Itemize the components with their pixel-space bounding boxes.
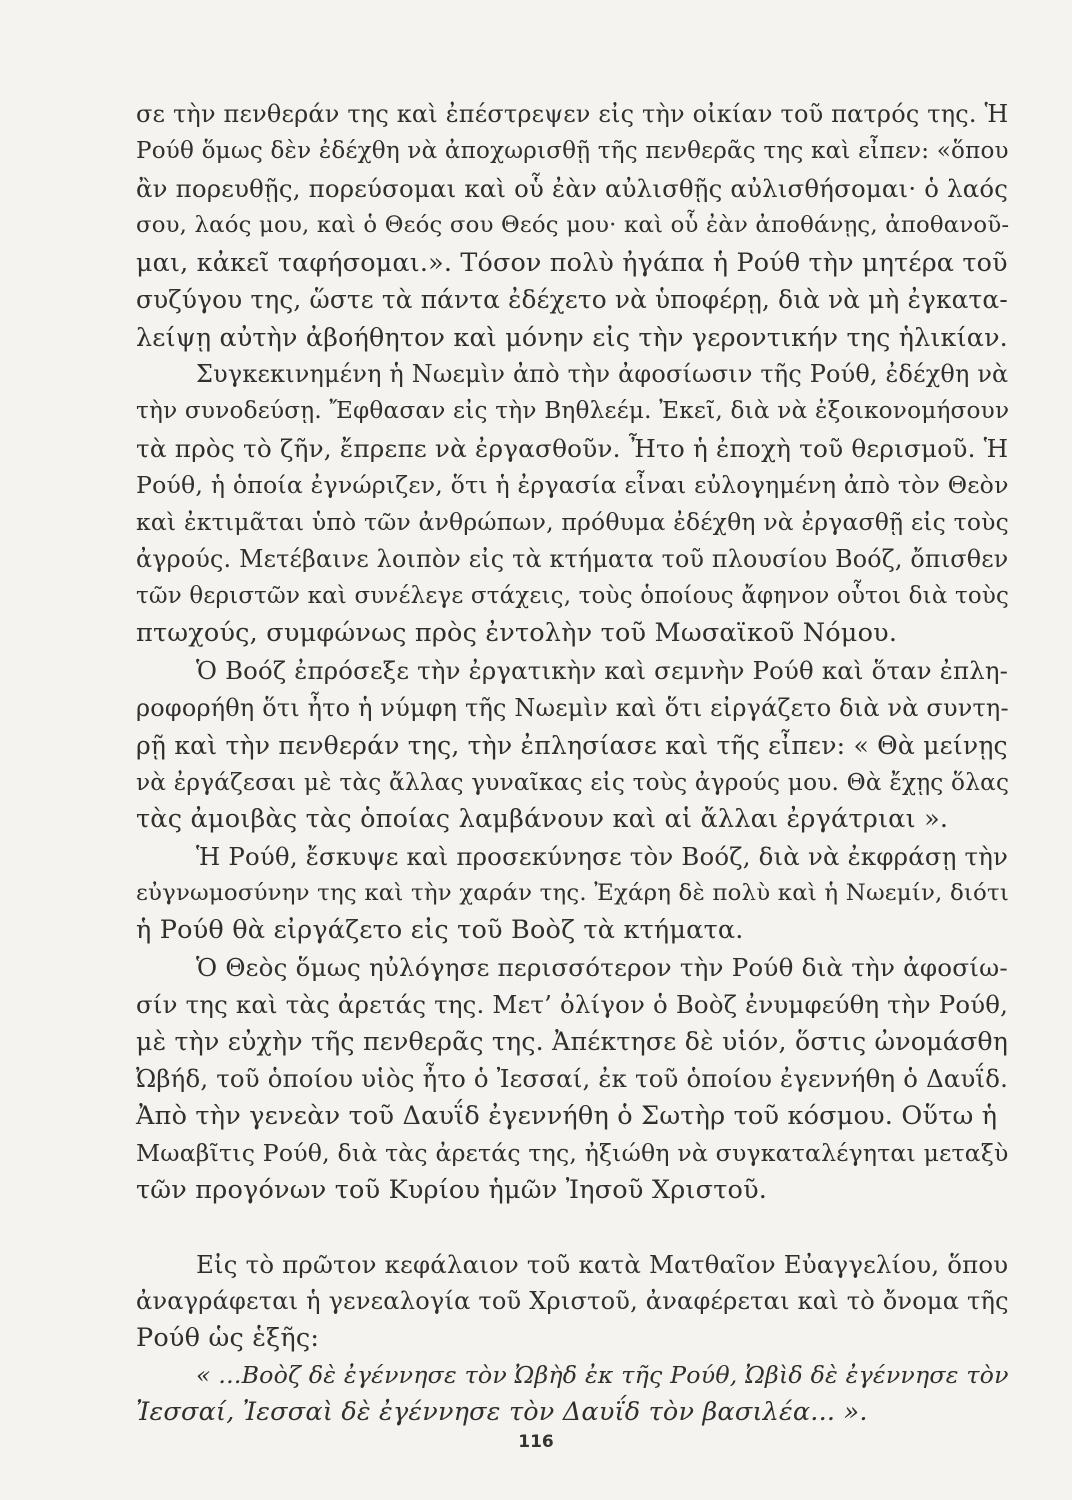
text-line: τῶν θεριστῶν καὶ συνέλεγε στάχεις, τοὺς ὁποίους ἄφηνον οὗτοι διὰ τοὺς (136, 583, 1010, 610)
text-line: λείψῃ αὐτὴν ἀβοήθητον καὶ μόνην εἰς τὴν γεροντικήν της ἡλικίαν. (136, 321, 1008, 352)
text-line: συζύγου της, ὥστε τὰ πάντα ἐδέχετο νὰ ὑποφέρῃ, διὰ νὰ μὴ ἐγκατα- (136, 285, 1008, 315)
paragraph (136, 652, 1008, 837)
text-line: ἡ Ρούθ θὰ εἰργάζετο εἰς τοῦ Βοὸζ τὰ κτήματα. (136, 915, 744, 946)
page-body (136, 96, 1008, 1431)
paragraph (136, 949, 1008, 1209)
text-line: μαι, κἀκεῖ ταφήσομαι.». Τόσον πολὺ ἠγάπα ἡ Ρούθ τὴν μητέρα τοῦ (136, 247, 1008, 278)
paragraph (136, 96, 1008, 356)
text-line: Ἡ Ρούθ, ἔσκυψε καὶ προσεκύνησε τὸν Βοόζ, διὰ νὰ ἐκφράσῃ τὴν (196, 841, 1009, 871)
text-line: ἂν πορευθῇς, πορεύσομαι καὶ οὗ ἐὰν αὐλισθῇς αὐλισθήσομαι· ὁ λαός (136, 174, 1009, 204)
paragraph (136, 1246, 1008, 1357)
text-line: τῶν προγόνων τοῦ Κυρίου ἡμῶν Ἰησοῦ Χριστοῦ. (136, 1174, 768, 1205)
text-line: τὴν συνοδεύσῃ. Ἔφθασαν εἰς τὴν Βηθλεέμ. Ἐκεῖ, διὰ νὰ ἐξοικονομήσουν (136, 397, 1010, 424)
scripture-quote (136, 1357, 1008, 1431)
text-line: Μωαβῖτις Ρούθ, διὰ τὰς ἀρετάς της, ἠξιώθη νὰ συγκαταλέγηται μεταξὺ (136, 1138, 1009, 1167)
text-line: ἀναγράφεται ἡ γενεαλογία τοῦ Χριστοῦ, ἀναφέρεται καὶ τὸ ὄνομα τῆς (136, 1286, 1009, 1315)
text-line: Εἰς τὸ πρῶτον κεφάλαιον τοῦ κατὰ Ματθαῖον Εὐαγγελίου, ὅπου (196, 1249, 1009, 1279)
text-line: σίν της καὶ τὰς ἀρετάς της. Μετ’ ὀλίγον ὁ Βοὸζ ἐνυμφεύθη τὴν Ρούθ, (136, 990, 1009, 1020)
text-line: Συγκεκινημένη ἡ Νωεμὶν ἀπὸ τὴν ἀφοσίωσιν τῆς Ρούθ, ἐδέχθη νὰ (196, 359, 1009, 388)
text-line: πτωχούς, συμφώνως πρὸς ἐντολὴν τοῦ Μωσαϊκοῦ Νόμου. (136, 618, 898, 649)
text-line: Ὁ Θεὸς ὅμως ηὐλόγησε περισσότερον τὴν Ρούθ διὰ τὴν ἀφοσίω- (196, 953, 1008, 983)
quote-line: « ...Βοὸζ δὲ ἐγέννησε τὸν Ὠβὴδ ἐκ τῆς Ρούθ, Ὠβὶδ δὲ ἐγέννησε τὸν (196, 1361, 1009, 1390)
paragraph-gap (136, 1209, 1008, 1246)
text-line: νὰ ἐργάζεσαι μὲ τὰς ἄλλας γυναῖκας εἰς τοὺς ἀγρούς μου. Θὰ ἔχῃς ὅλας (136, 768, 1010, 796)
text-line: Ἀπὸ τὴν γενεὰν τοῦ Δαυΐδ ἐγεννήθη ὁ Σωτὴρ τοῦ κόσμου. Οὕτω ἡ (136, 1100, 998, 1131)
text-line: Ὁ Βοόζ ἐπρόσεξε τὴν ἐργατικὴν καὶ σεμνὴν Ρούθ καὶ ὅταν ἐπλη- (196, 656, 1009, 686)
text-line: τὰς ἀμοιβὰς τὰς ὁποίας λαμβάνουν καὶ αἱ ἄλλαι ἐργάτριαι ». (136, 803, 949, 834)
text-line: εὐγνωμοσύνην της καὶ τὴν χαράν της. Ἐχάρη δὲ πολὺ καὶ ἡ Νωεμίν, διότι (136, 879, 1009, 906)
text-line: Ρούθ ὅμως δὲν ἐδέχθη νὰ ἀποχωρισθῇ τῆς πενθερᾶς της καὶ εἶπεν: «ὅπου (136, 138, 1009, 165)
paragraph (136, 838, 1008, 949)
text-line: τὰ πρὸς τὸ ζῆν, ἔπρεπε νὰ ἐργασθοῦν. Ἦτο ἡ ἐποχὴ τοῦ θερισμοῦ. Ἡ (136, 433, 1009, 463)
text-line: Ρούθ, ἡ ὁποία ἐγνώριζεν, ὅτι ἡ ἐργασία εἶναι εὐλογημένη ἀπὸ τὸν Θεὸν (136, 470, 1009, 499)
page-number: 116 (518, 1432, 554, 1452)
text-line: ροφορήθη ὅτι ἦτο ἡ νύμφη τῆς Νωεμὶν καὶ ὅτι εἰργάζετο διὰ νὰ συντη- (136, 693, 1009, 722)
paragraph (136, 356, 1008, 653)
quote-line: Ἰεσσαί, Ἰεσσαὶ δὲ ἐγέννησε τὸν Δαυΐδ τὸν βασιλέα... ». (136, 1397, 868, 1428)
text-line: Ὠβήδ, τοῦ ὁποίου υἱὸς ἦτο ὁ Ἰεσσαί, ἐκ τοῦ ὁποίου ἐγεννήθη ὁ Δαυΐδ. (136, 1064, 1009, 1094)
text-line: σε τὴν πενθεράν της καὶ ἐπέστρεψεν εἰς τὴν οἰκίαν τοῦ πατρός της. Ἡ (136, 100, 1009, 128)
text-line: ρῇ καὶ τὴν πενθεράν της, τὴν ἐπλησίασε καὶ τῆς εἶπεν: « Θὰ μείνῃς (136, 730, 1008, 760)
text-line: μὲ τὴν εὐχὴν τῆς πενθερᾶς της. Ἀπέκτησε δὲ υἱόν, ὅστις ὠνομάσθη (136, 1027, 1009, 1057)
text-line: καὶ ἐκτιμᾶται ὑπὸ τῶν ἀνθρώπων, πρόθυμα ἐδέχθη νὰ ἐργασθῇ εἰς τοὺς (136, 508, 1009, 537)
text-line: σου, λαός μου, καὶ ὁ Θεός σου Θεός μου· καὶ οὗ ἐὰν ἀποθάνῃς, ἀποθανοῦ- (136, 212, 1010, 239)
text-line: ἀγρούς. Μετέβαινε λοιπὸν εἰς τὰ κτήματα τοῦ πλουσίου Βοόζ, ὄπισθεν (136, 545, 1009, 574)
text-line: Ρούθ ὡς ἑξῆς: (136, 1323, 320, 1353)
